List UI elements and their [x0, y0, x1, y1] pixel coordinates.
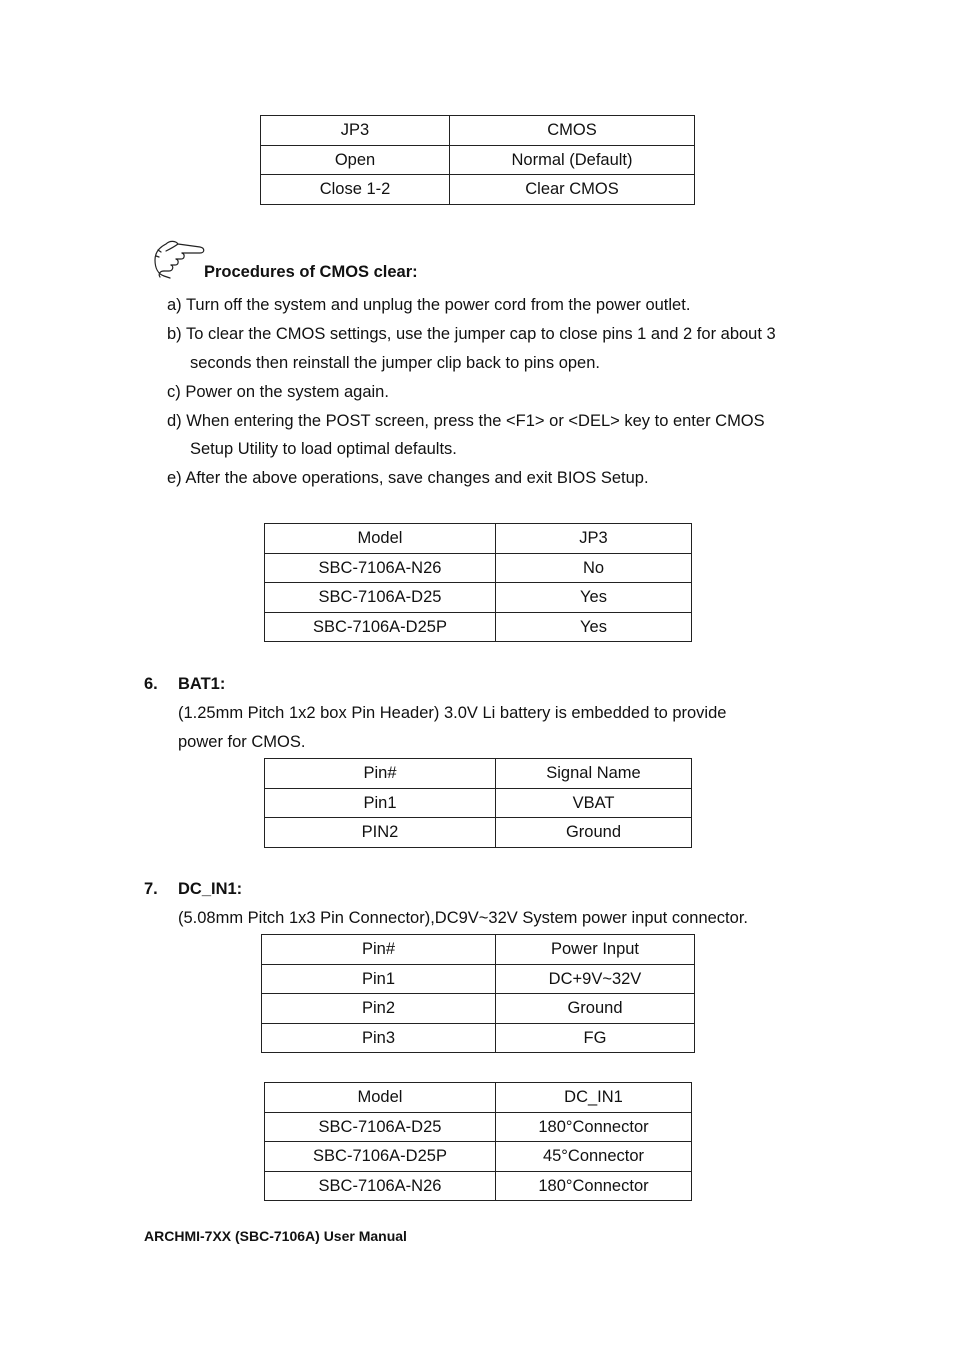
table-cell: SBC-7106A-N26: [265, 553, 496, 583]
table-header-row: [262, 935, 695, 965]
table-header-cell: Signal Name: [496, 759, 692, 789]
table-cell: 45°Connector: [496, 1142, 692, 1172]
table-cell: Pin1: [265, 788, 496, 818]
table-cell: SBC-7106A-N26: [265, 1171, 496, 1201]
dc-in1-pin-table: [261, 934, 695, 1053]
table-row: [265, 788, 692, 818]
table-cell: Pin2: [262, 994, 496, 1024]
section-description: (5.08mm Pitch 1x3 Pin Connector),DC9V~32V System power input connector.: [178, 909, 748, 927]
table-cell: 180°Connector: [496, 1112, 692, 1142]
table-header-cell: JP3: [496, 524, 692, 554]
table-cell: Close 1-2: [261, 175, 450, 205]
table-cell: FG: [496, 1023, 695, 1053]
table-row: [262, 964, 695, 994]
page-footer: ARCHMI-7XX (SBC-7106A) User Manual: [144, 1228, 407, 1244]
table-row: [261, 145, 695, 175]
procedure-step: d) When entering the POST screen, press the <F1> or <DEL> key to enter CMOS: [167, 412, 765, 430]
table-cell: Normal (Default): [450, 145, 695, 175]
table-header-cell: JP3: [261, 116, 450, 146]
table-row: [265, 1112, 692, 1142]
section-description: (1.25mm Pitch 1x2 box Pin Header) 3.0V Li battery is embedded to provide: [178, 704, 727, 722]
table-cell: Pin3: [262, 1023, 496, 1053]
table-cell: VBAT: [496, 788, 692, 818]
cmos-jumper-table: [260, 115, 695, 205]
table-header-cell: Pin#: [265, 759, 496, 789]
table-row: [265, 583, 692, 613]
bat1-pin-table: [264, 758, 692, 848]
table-row: [262, 994, 695, 1024]
procedure-step: b) To clear the CMOS settings, use the jumper cap to close pins 1 and 2 for about 3: [167, 325, 776, 343]
table-row: [265, 612, 692, 642]
table-cell: Clear CMOS: [450, 175, 695, 205]
section-number: 7.: [144, 880, 158, 898]
table-cell: Open: [261, 145, 450, 175]
procedures-title: Procedures of CMOS clear:: [204, 263, 418, 281]
table-header-cell: Pin#: [262, 935, 496, 965]
table-header-cell: DC_IN1: [496, 1083, 692, 1113]
procedure-step-continuation: seconds then reinstall the jumper clip back to pins open.: [190, 354, 600, 372]
table-header-row: [261, 116, 695, 146]
table-cell: DC+9V~32V: [496, 964, 695, 994]
table-row: [262, 1023, 695, 1053]
pointing-hand-icon: [152, 238, 206, 282]
table-cell: Ground: [496, 818, 692, 848]
table-cell: PIN2: [265, 818, 496, 848]
model-dc-in1-table: [264, 1082, 692, 1201]
procedure-step: c) Power on the system again.: [167, 383, 389, 401]
table-cell: Yes: [496, 583, 692, 613]
table-cell: SBC-7106A-D25: [265, 583, 496, 613]
table-cell: Ground: [496, 994, 695, 1024]
procedure-step: a) Turn off the system and unplug the power cord from the power outlet.: [167, 296, 691, 314]
table-cell: SBC-7106A-D25P: [265, 612, 496, 642]
table-cell: SBC-7106A-D25P: [265, 1142, 496, 1172]
procedure-step: e) After the above operations, save changes and exit BIOS Setup.: [167, 469, 649, 487]
table-header-cell: CMOS: [450, 116, 695, 146]
section-number: 6.: [144, 675, 158, 693]
table-header-cell: Model: [265, 524, 496, 554]
model-jp3-table: [264, 523, 692, 642]
table-cell: Yes: [496, 612, 692, 642]
table-header-cell: Model: [265, 1083, 496, 1113]
table-row: [265, 553, 692, 583]
table-header-row: [265, 759, 692, 789]
table-row: [265, 818, 692, 848]
procedure-step-continuation: Setup Utility to load optimal defaults.: [190, 440, 457, 458]
table-row: [265, 1142, 692, 1172]
section-title: DC_IN1:: [178, 880, 243, 898]
table-cell: Pin1: [262, 964, 496, 994]
section-description: power for CMOS.: [178, 733, 306, 751]
table-row: [265, 1171, 692, 1201]
table-cell: SBC-7106A-D25: [265, 1112, 496, 1142]
table-cell: No: [496, 553, 692, 583]
table-cell: 180°Connector: [496, 1171, 692, 1201]
table-row: [261, 175, 695, 205]
section-title: BAT1:: [178, 675, 226, 693]
table-header-row: [265, 1083, 692, 1113]
table-header-row: [265, 524, 692, 554]
table-header-cell: Power Input: [496, 935, 695, 965]
